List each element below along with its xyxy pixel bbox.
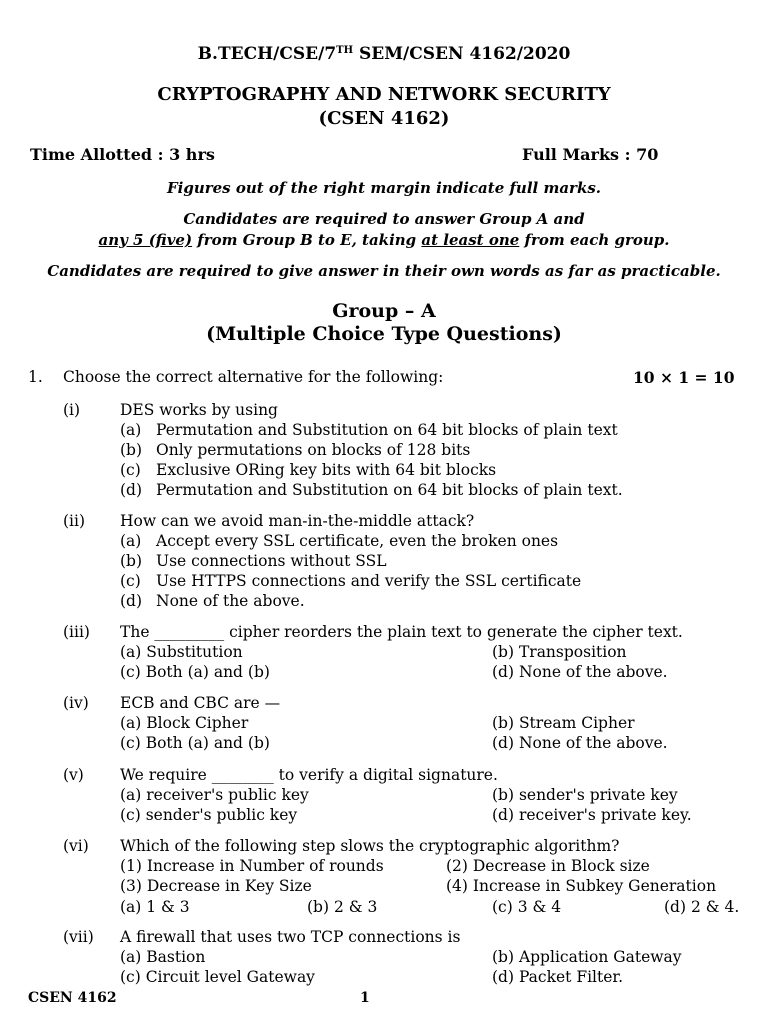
option-text: (b) sender's private key — [492, 786, 678, 804]
option-label: (d) — [120, 592, 143, 610]
instruction-groups-2 — [0, 231, 768, 249]
item-number: (vii) — [63, 928, 94, 946]
item-number: (ii) — [63, 512, 86, 530]
item-text: We require ________ to verify a digital signature. — [120, 766, 498, 784]
instruction-marks: Figures out of the right margin indicate full marks. — [166, 179, 602, 197]
item-number: (iv) — [63, 694, 89, 712]
option-text: (a) Block Cipher — [120, 714, 249, 732]
footer-code: CSEN 4162 — [28, 990, 117, 1006]
option-text: (a) receiver's public key — [120, 786, 309, 804]
option-text: (c) sender's public key — [120, 806, 298, 824]
item-text: DES works by using — [120, 401, 278, 419]
page-number: 1 — [360, 990, 370, 1006]
option-text: Use connections without SSL — [156, 552, 387, 570]
option-text: (d) receiver's private key. — [492, 806, 692, 824]
option-label: (d) — [120, 481, 143, 499]
option-label: (c) — [120, 572, 141, 590]
item-text: A firewall that uses two TCP connections is — [120, 928, 461, 946]
statement-text: (3) Decrease in Key Size — [120, 877, 312, 895]
paper-title: CRYPTOGRAPHY AND NETWORK SECURITY — [157, 84, 611, 105]
option-text: (d) None of the above. — [492, 734, 668, 752]
option-text: None of the above. — [156, 592, 305, 610]
option-text: (b) Application Gateway — [492, 948, 682, 966]
time-allotted: Time Allotted : 3 hrs — [30, 145, 215, 164]
option-text: (b) Transposition — [492, 643, 627, 661]
item-number: (v) — [63, 766, 84, 784]
item-text: Which of the following step slows the cryptographic algorithm? — [120, 837, 620, 855]
option-text: Use HTTPS connections and verify the SSL certificate — [156, 572, 582, 590]
option-text: (a) Bastion — [120, 948, 206, 966]
option-text: (c) 3 & 4 — [492, 898, 562, 916]
option-text: (d) 2 & 4. — [664, 898, 740, 916]
option-text: (d) None of the above. — [492, 663, 668, 681]
option-text: (a) Substitution — [120, 643, 243, 661]
question-text: Choose the correct alternative for the following: — [63, 368, 444, 386]
paper-subtitle: (CSEN 4162) — [318, 108, 450, 129]
instruction-groups-mid: from Group B to E, taking — [192, 231, 422, 249]
option-label: (c) — [120, 461, 141, 479]
item-number: (i) — [63, 401, 81, 419]
option-label: (b) — [120, 552, 143, 570]
statement-text: (2) Decrease in Block size — [446, 857, 650, 875]
item-text: ECB and CBC are — — [120, 694, 281, 712]
question-marks: 10 × 1 = 10 — [633, 368, 735, 387]
paper-code-sup: TH — [336, 45, 354, 56]
instruction-groups-1: Candidates are required to answer Group A and — [183, 210, 585, 228]
option-label: (b) — [120, 441, 143, 459]
option-label: (a) — [120, 421, 142, 439]
option-text: (b) 2 & 3 — [307, 898, 378, 916]
option-text: (c) Both (a) and (b) — [120, 663, 270, 681]
option-text: (a) 1 & 3 — [120, 898, 190, 916]
group-subtitle: (Multiple Choice Type Questions) — [206, 323, 562, 345]
instruction-own-words: Candidates are required to give answer in their own words as far as practicable. — [47, 262, 721, 280]
item-number: (iii) — [63, 623, 90, 641]
paper-code — [0, 44, 768, 64]
option-text: (c) Both (a) and (b) — [120, 734, 270, 752]
full-marks: Full Marks : 70 — [522, 145, 659, 164]
question-number: 1. — [28, 368, 43, 386]
option-text: Exclusive ORing key bits with 64 bit blocks — [156, 461, 497, 479]
option-text: Permutation and Substitution on 64 bit blocks of plain text — [156, 421, 618, 439]
statement-text: (1) Increase in Number of rounds — [120, 857, 384, 875]
option-text: (c) Circuit level Gateway — [120, 968, 315, 986]
at-least-one-text: at least one — [421, 231, 520, 249]
paper-code-suffix: SEM/CSEN 4162/2020 — [353, 44, 571, 64]
item-text: The _________ cipher reorders the plain text to generate the cipher text. — [120, 623, 683, 641]
instruction-groups-end: from each group. — [519, 231, 670, 249]
group-title: Group – A — [332, 300, 436, 322]
option-text: (b) Stream Cipher — [492, 714, 635, 732]
option-text: (d) Packet Filter. — [492, 968, 624, 986]
paper-code-prefix: B.TECH/CSE/7 — [197, 44, 337, 64]
any-five-text: any 5 (five) — [98, 231, 193, 249]
item-number: (vi) — [63, 837, 89, 855]
option-text: Only permutations on blocks of 128 bits — [156, 441, 471, 459]
option-text: Accept every SSL certificate, even the broken ones — [156, 532, 559, 550]
statement-text: (4) Increase in Subkey Generation — [446, 877, 717, 895]
option-text: Permutation and Substitution on 64 bit blocks of plain text. — [156, 481, 623, 499]
item-text: How can we avoid man-in-the-middle attack? — [120, 512, 475, 530]
option-label: (a) — [120, 532, 142, 550]
